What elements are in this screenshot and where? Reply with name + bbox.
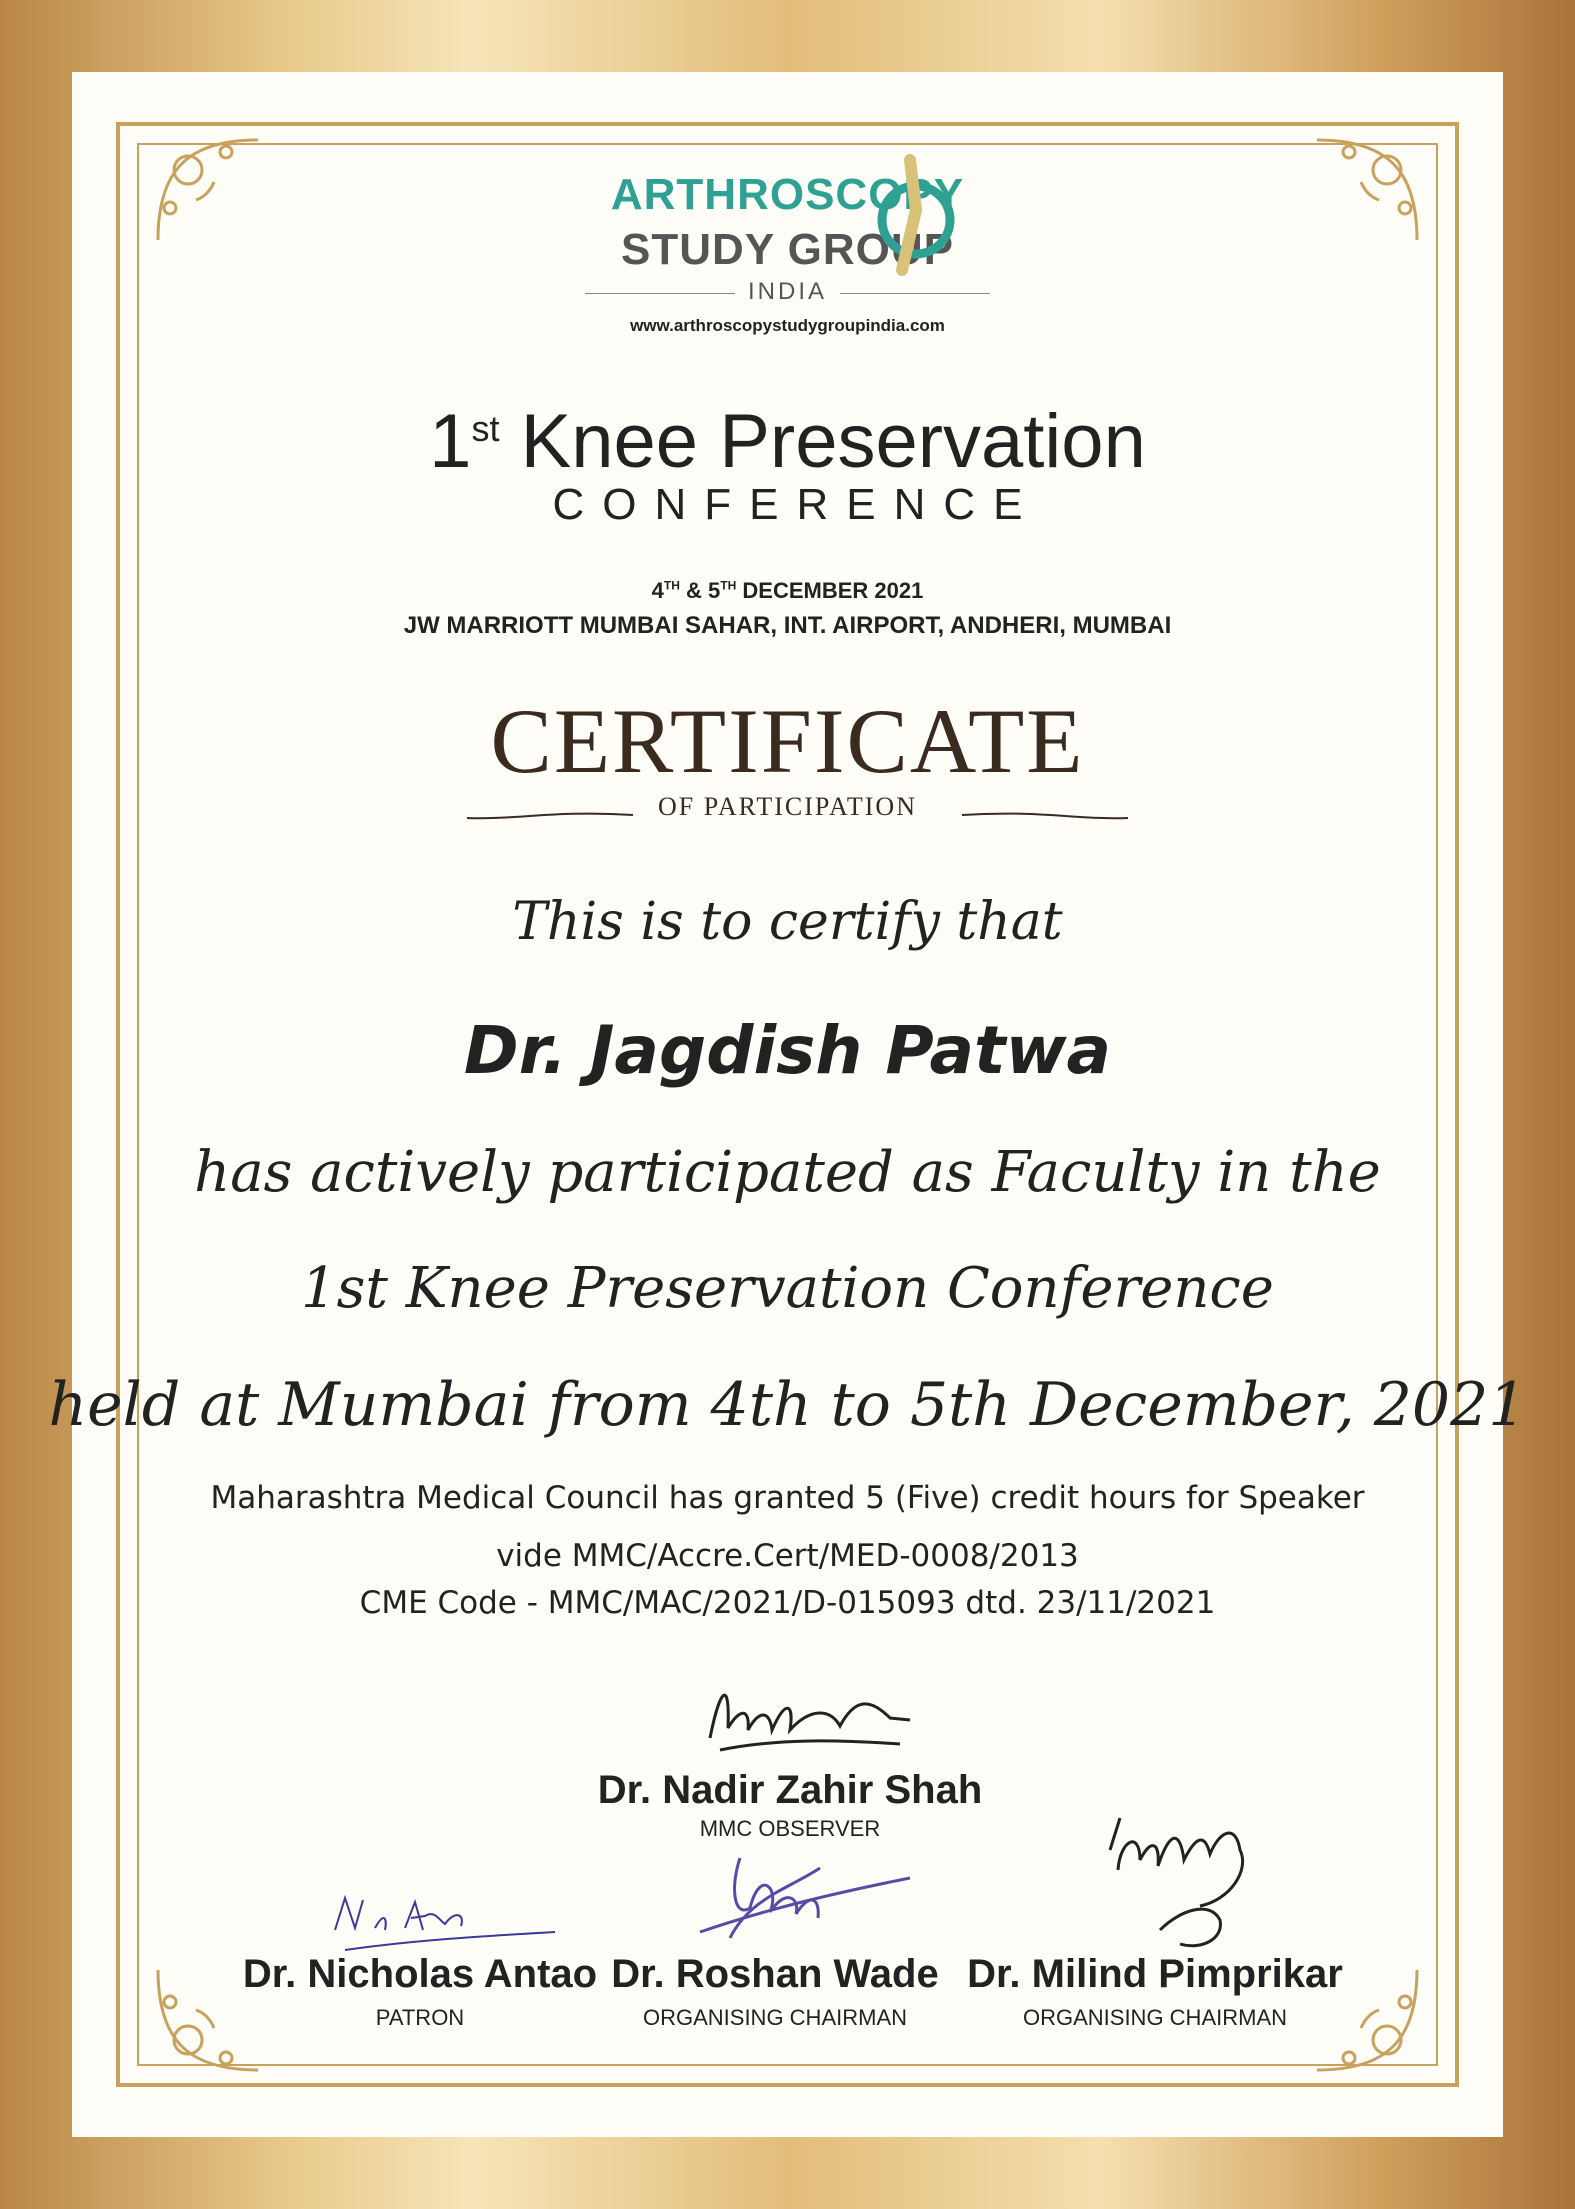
signature-nadir-shah xyxy=(690,1668,930,1778)
signatory-role-patron: PATRON xyxy=(375,2005,465,2030)
logo-line-study-group: STUDY GROUP xyxy=(621,225,954,274)
signature-nicholas-antao xyxy=(315,1880,565,1960)
signature-roshan-wade xyxy=(690,1848,920,1948)
swash-right xyxy=(960,808,1130,822)
logo-website: www.arthroscopystudygroupindia.com xyxy=(630,316,945,335)
conference-title: 1st Knee Preservation xyxy=(429,399,1146,484)
signatory-name-nadir-shah: Dr. Nadir Zahir Shah xyxy=(597,1768,983,1812)
signatory-name-nicholas-antao: Dr. Nicholas Antao xyxy=(242,1952,598,1996)
mmc-accreditation-line: vide MMC/Accre.Cert/MED-0008/2013 xyxy=(496,1538,1079,1574)
signatory-role-organising-chairman-1: ORGANISING CHAIRMAN xyxy=(642,2005,908,2030)
logo-line-india: INDIA xyxy=(747,278,827,305)
logo-line-arthroscopy: ARTHROSCOPY xyxy=(610,170,965,219)
signatory-role-mmc-observer: MMC OBSERVER xyxy=(699,1816,881,1841)
conference-title-text: Knee Preservation xyxy=(520,399,1146,484)
signatory-name-roshan-wade: Dr. Roshan Wade xyxy=(611,1952,939,1996)
certificate-heading: CERTIFICATE xyxy=(490,690,1085,792)
conference-venue: JW MARRIOTT MUMBAI SAHAR, INT. AIRPORT, ANDHERI, MUMBAI xyxy=(403,612,1172,639)
ordinal-suffix: st xyxy=(471,408,500,449)
recipient-name: Dr. Jagdish Patwa xyxy=(463,1012,1112,1089)
conference-dates: 4TH & 5TH DECEMBER 2021 xyxy=(651,578,924,603)
mmc-credit-line: Maharashtra Medical Council has granted 5 (Five) credit hours for Speaker xyxy=(210,1480,1365,1516)
signature-milind-pimprikar xyxy=(1100,1810,1260,1960)
knee-icon xyxy=(850,150,970,290)
body-line-3: held at Mumbai from 4th to 5th December, 2021 xyxy=(48,1370,1527,1440)
body-line-1: has actively participated as Faculty in the xyxy=(194,1140,1381,1205)
signatory-role-organising-chairman-2: ORGANISING CHAIRMAN xyxy=(1022,2005,1288,2030)
certificate-subheading: OF PARTICIPATION xyxy=(658,792,917,821)
cme-code-line: CME Code - MMC/MAC/2021/D-015093 dtd. 23/11/2021 xyxy=(359,1585,1216,1621)
body-line-2: 1st Knee Preservation Conference xyxy=(301,1256,1274,1321)
conference-subtitle: CONFERENCE xyxy=(552,480,1041,529)
certify-line: This is to certify that xyxy=(512,892,1063,952)
signatory-name-milind-pimprikar: Dr. Milind Pimprikar xyxy=(967,1952,1343,1996)
